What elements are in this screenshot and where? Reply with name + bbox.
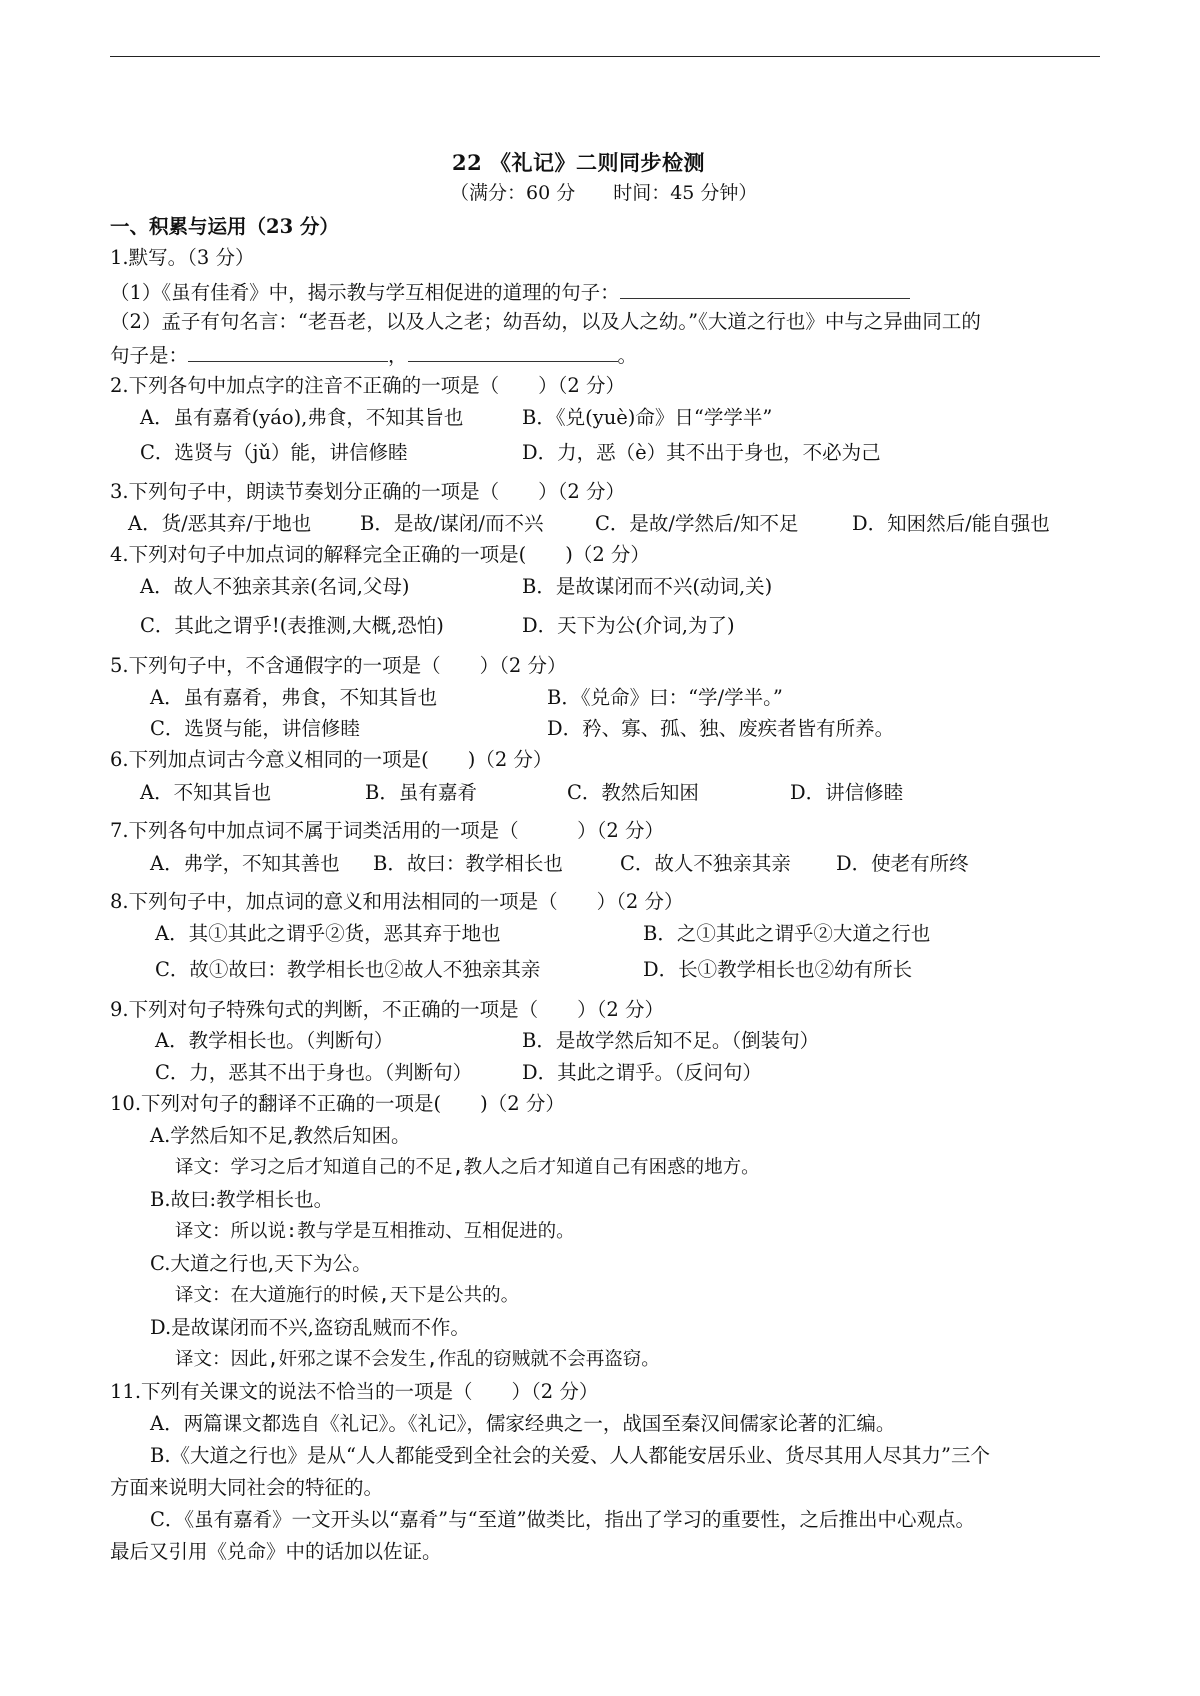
option-c[interactable]: C．《虽有嘉肴》一文开头以“嘉肴”与“至道”做类比，指出了学习的重要性，之后推出中心观点。: [150, 1508, 976, 1531]
option-c[interactable]: C．选贤与能，讲信修睦: [150, 717, 360, 740]
option-b[interactable]: B.《大道之行也》是从“人人都能受到全社会的关爱、人人都能安居乐业、货尽其用人尽其力”三个: [150, 1444, 990, 1467]
answer-prefix: 句子是：: [110, 344, 189, 367]
question-10-stem: 10.下列对句子的翻译不正确的一项是( )（2 分）: [110, 1092, 565, 1115]
answer-blank[interactable]: [620, 278, 910, 299]
option-a[interactable]: A．弗学，不知其善也: [150, 852, 340, 875]
option-a[interactable]: A.学然后知不足,教然后知困。: [150, 1124, 411, 1147]
question-1-part-2: （2）孟子有句名言：“老吾老，以及人之老；幼吾幼，以及人之幼。”《大道之行也》中与之异曲同工的: [110, 310, 981, 333]
option-d[interactable]: D．矜、寡、孤、独、废疾者皆有所养。: [547, 717, 895, 740]
option-b[interactable]: B．虽有嘉肴: [365, 781, 477, 804]
option-b[interactable]: B．《兑命》曰：“学/学半。”: [547, 686, 783, 709]
question-1-part-1: [110, 278, 910, 306]
option-a[interactable]: A．货/恶其弃/于地也: [128, 512, 312, 535]
question-2-stem: 2.下列各句中加点字的注音不正确的一项是（ ）（2 分）: [110, 374, 625, 397]
option-b[interactable]: B．之①其此之谓乎②大道之行也: [643, 922, 931, 945]
translation-c: 译文：在大道施行的时候,天下是公共的。: [175, 1285, 520, 1306]
option-a[interactable]: A．故人不独亲其亲(名词,父母): [140, 575, 410, 598]
option-c[interactable]: C．力，恶其不出于身也。（判断句）: [155, 1061, 473, 1084]
page-title: 22 《礼记》二则同步检测: [452, 150, 706, 175]
option-b[interactable]: B．《兑(yuè)命》日“学学半”: [522, 406, 773, 429]
option-d[interactable]: D．天下为公(介词,为了): [522, 614, 735, 637]
question-8-stem: 8.下列句子中，加点词的意义和用法相同的一项是（ ）（2 分）: [110, 890, 684, 913]
answer-blank[interactable]: [188, 341, 388, 362]
answer-end: 。: [617, 344, 638, 367]
translation-d: 译文：因此,奸邪之谋不会发生,作乱的窃贼就不会再盗窃。: [175, 1349, 660, 1370]
option-d[interactable]: D．讲信修睦: [790, 781, 904, 804]
option-b[interactable]: B.故曰:教学相长也。: [150, 1188, 334, 1211]
option-c[interactable]: C．故人不独亲其亲: [620, 852, 791, 875]
question-1-part-1-text: （1）《虽有佳肴》中，揭示教与学互相促进的道理的句子：: [110, 281, 620, 304]
option-b-continued: 方面来说明大同社会的特征的。: [110, 1476, 384, 1499]
page-subtitle: （满分：60 分 时间：45 分钟）: [450, 182, 758, 204]
question-11-stem: 11.下列有关课文的说法不恰当的一项是（ ）（2 分）: [110, 1380, 599, 1403]
answer-blank[interactable]: [408, 341, 618, 362]
question-1-stem: 1.默写。（3 分）: [110, 246, 255, 269]
question-6-stem: 6.下列加点词古今意义相同的一项是( )（2 分）: [110, 748, 553, 771]
option-c[interactable]: C．是故/学然后/知不足: [595, 512, 799, 535]
option-d[interactable]: D．使老有所终: [836, 852, 969, 875]
question-5-stem: 5.下列句子中，不含通假字的一项是（ ）（2 分）: [110, 654, 567, 677]
option-b[interactable]: B．是故/谋闭/而不兴: [360, 512, 544, 535]
option-d[interactable]: D．力，恶（è）其不出于身也，不必为己: [522, 441, 881, 464]
option-c[interactable]: C．其此之谓乎!(表推测,大概,恐怕): [140, 614, 444, 637]
option-c[interactable]: C．教然后知困: [567, 781, 699, 804]
option-d[interactable]: D．其此之谓乎。（反问句）: [522, 1061, 762, 1084]
option-b[interactable]: B．故曰：教学相长也: [373, 852, 563, 875]
option-c[interactable]: C．选贤与（jǔ）能，讲信修睦: [140, 441, 408, 464]
option-a[interactable]: A．两篇课文都选自《礼记》。《礼记》，儒家经典之一，战国至秦汉间儒家论著的汇编。: [150, 1412, 896, 1435]
option-c-continued: 最后又引用《兑命》中的话加以佐证。: [110, 1540, 442, 1563]
top-rule: [110, 56, 1100, 57]
option-c[interactable]: C.大道之行也,天下为公。: [150, 1252, 372, 1275]
option-b[interactable]: B．是故学然后知不足。（倒装句）: [522, 1029, 820, 1052]
option-a[interactable]: A．虽有嘉肴，弗食，不知其旨也: [150, 686, 438, 709]
question-9-stem: 9.下列对句子特殊句式的判断，不正确的一项是（ ）（2 分）: [110, 998, 664, 1021]
question-7-stem: 7.下列各句中加点词不属于词类活用的一项是（ ）（2 分）: [110, 819, 664, 842]
answer-separator: ，: [388, 344, 408, 367]
option-d[interactable]: D.是故谋闭而不兴,盗窃乱贼而不作。: [150, 1316, 470, 1339]
option-a[interactable]: A．不知其旨也: [140, 781, 272, 804]
option-a[interactable]: A．虽有嘉肴(yáo),弗食，不知其旨也: [140, 406, 464, 429]
translation-a: 译文：学习之后才知道自己的不足,教人之后才知道自己有困惑的地方。: [175, 1157, 760, 1178]
question-1-part-2-answer: [110, 341, 637, 369]
option-c[interactable]: C．故①故曰：教学相长也②故人不独亲其亲: [155, 958, 541, 981]
option-a[interactable]: A．其①其此之谓乎②货，恶其弃于地也: [155, 922, 501, 945]
question-4-stem: 4.下列对句子中加点词的解释完全正确的一项是( )（2 分）: [110, 543, 650, 566]
section-heading: 一、积累与运用（23 分）: [110, 215, 339, 238]
question-3-stem: 3.下列句子中，朗读节奏划分正确的一项是（ ）（2 分）: [110, 480, 625, 503]
option-a[interactable]: A．教学相长也。（判断句）: [155, 1029, 394, 1052]
translation-b: 译文：所以说:教与学是互相推动、互相促进的。: [175, 1221, 575, 1242]
option-d[interactable]: D．长①教学相长也②幼有所长: [643, 958, 913, 981]
option-b[interactable]: B．是故谋闭而不兴(动词,关): [522, 575, 773, 598]
option-d[interactable]: D．知困然后/能自强也: [852, 512, 1050, 535]
